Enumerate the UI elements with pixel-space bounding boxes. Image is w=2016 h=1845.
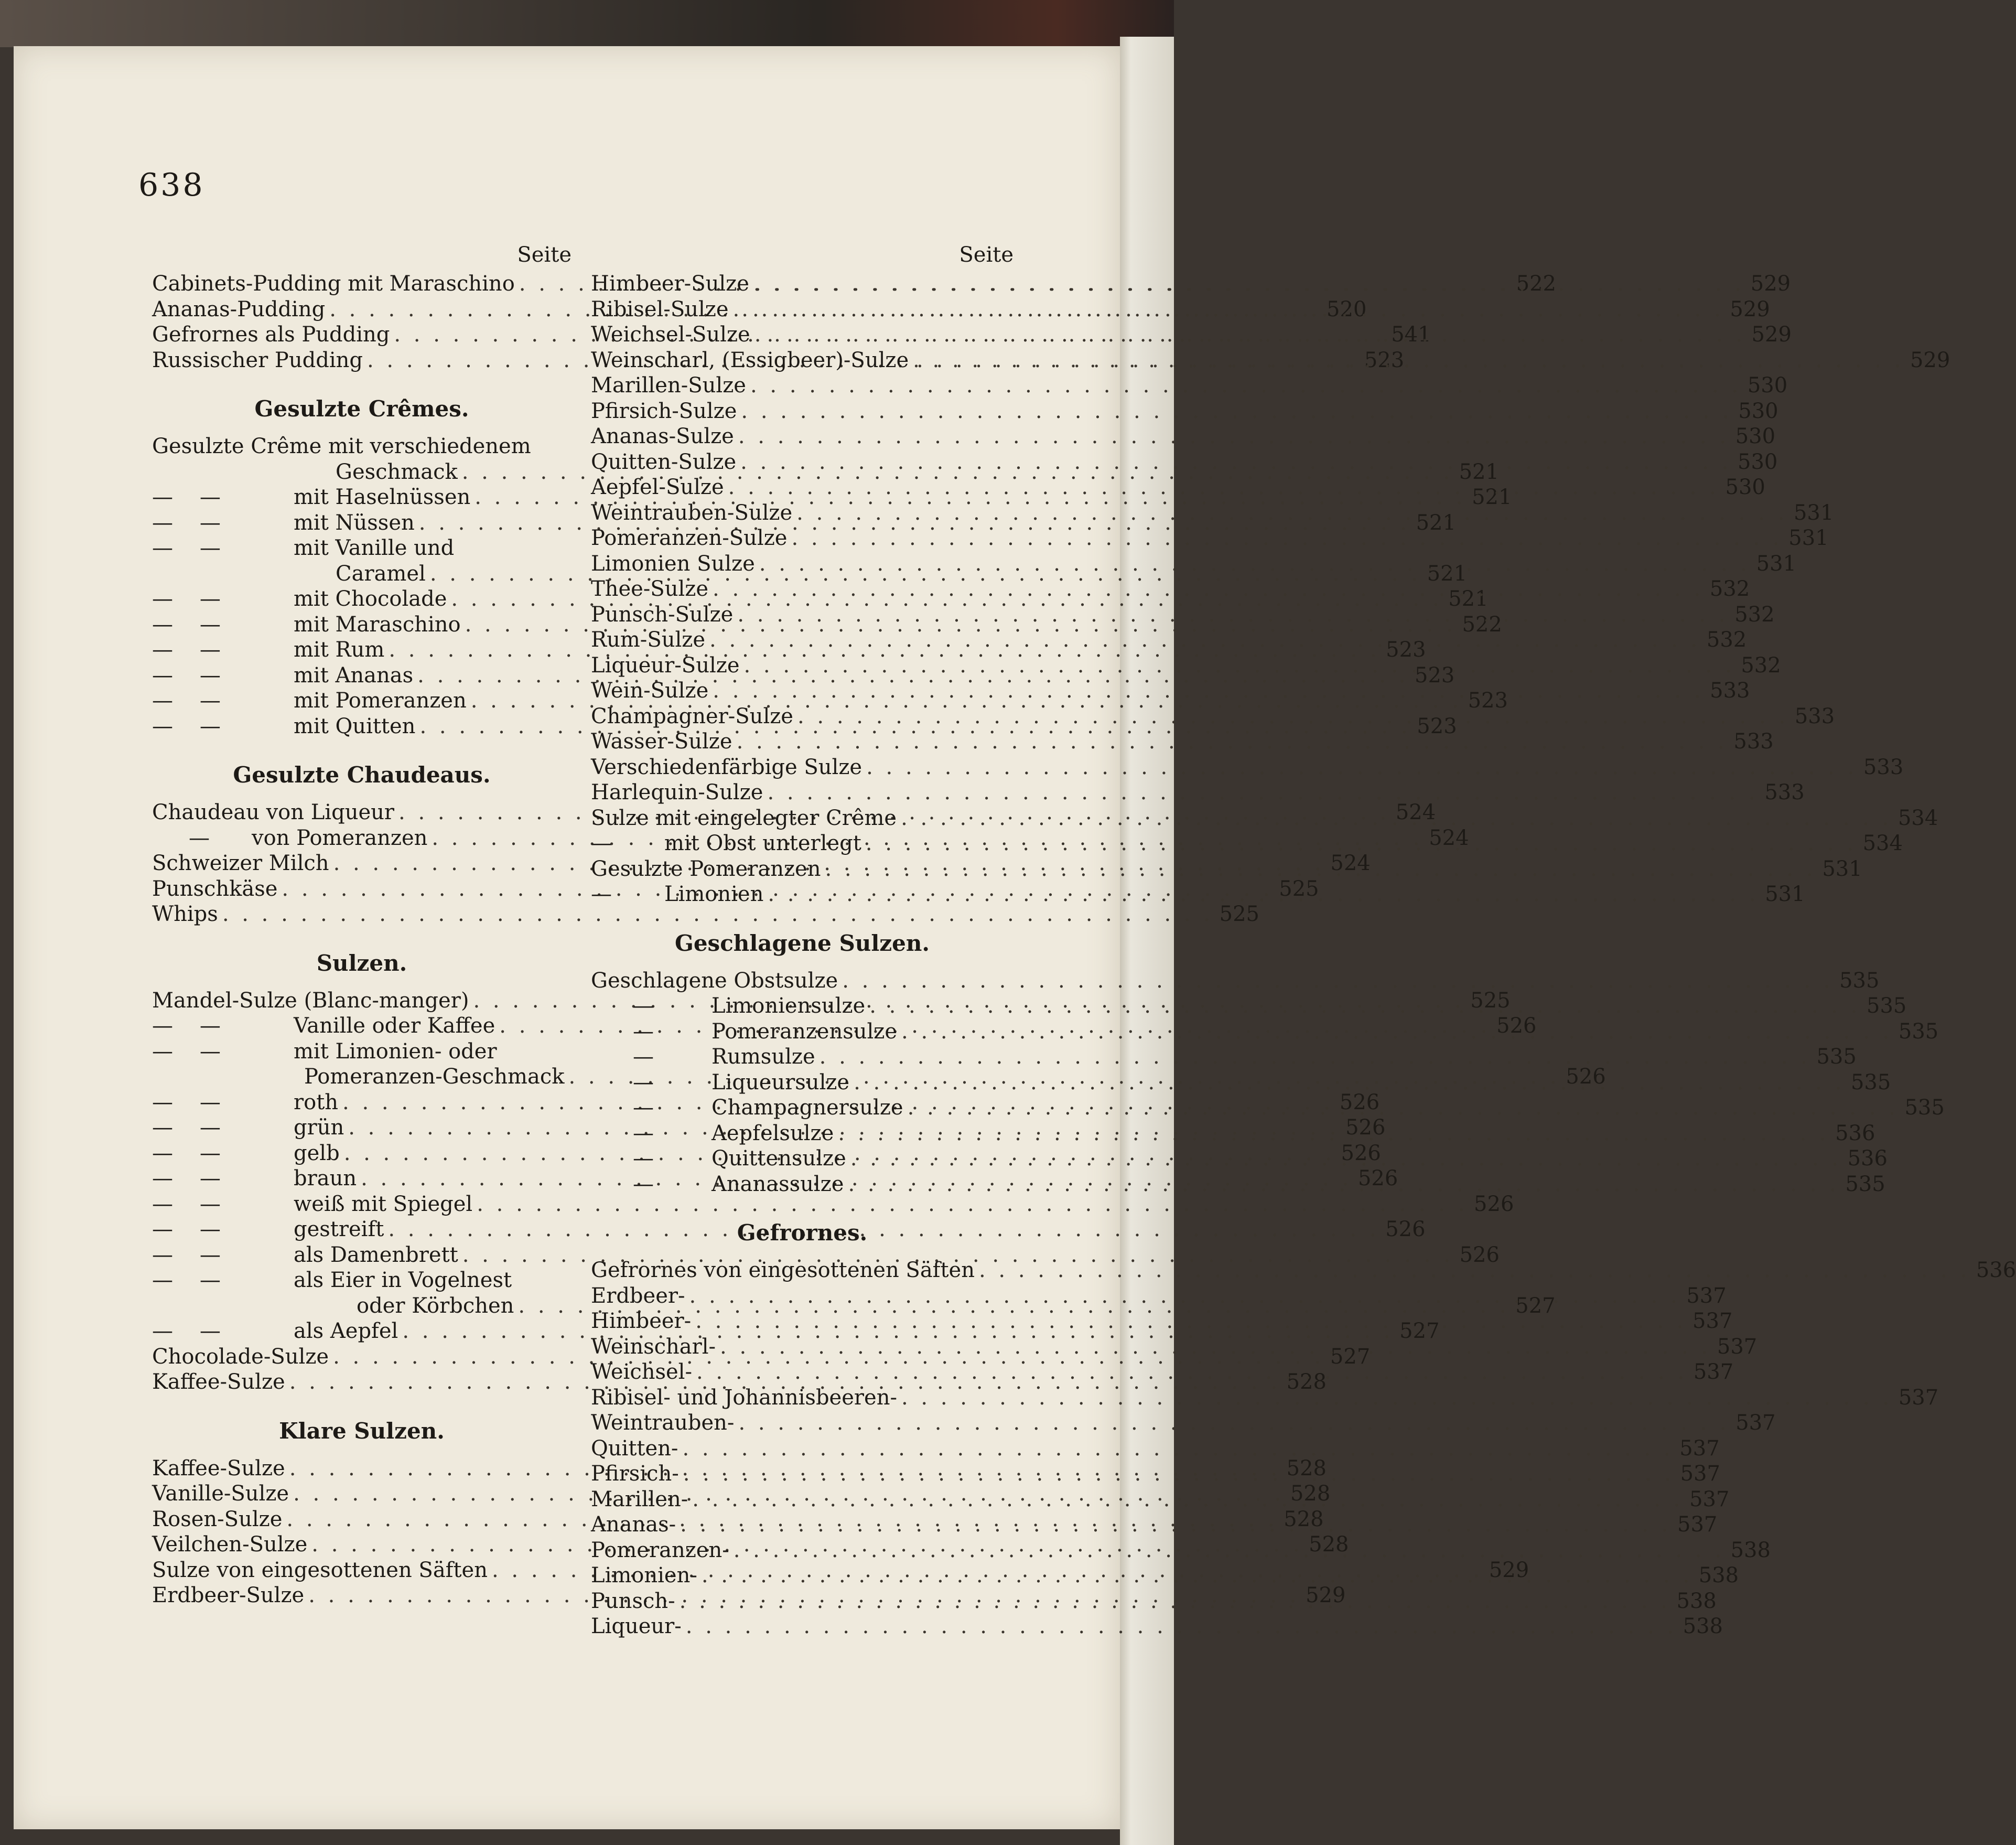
page-number: 638 [138,167,205,203]
page-reference: 537 [1898,1385,1939,1410]
page-reference: 535 [1845,1172,1885,1196]
ditto-dash: — — [152,1217,221,1241]
ditto-dash: — — [152,536,221,560]
dot-leader [825,856,1816,882]
index-entry [152,1039,572,1065]
dot-leader [737,729,1728,755]
dot-leader [820,1044,1810,1070]
ditto-dash: — — [152,587,221,611]
dot-leader [754,322,1745,348]
index-entry [591,1385,1939,1411]
dot-leader [696,1359,1687,1385]
entry-label: Marillen- [591,1487,688,1511]
dot-leader [866,831,1857,856]
dot-leader [908,1095,1899,1121]
entry-label: als Eier in Vogelnest [294,1268,512,1292]
page-reference: 538 [1698,1563,1739,1587]
page-reference: 526 [1357,1166,1398,1190]
entry-label: Verschiedenfärbige Sulze [591,755,863,779]
page-reference: 528 [1284,1507,1324,1531]
page-reference: 527 [1330,1344,1371,1369]
ditto-dash: — — [152,714,221,738]
page-reference: 523 [1415,663,1455,688]
ditto-dash: — [591,831,612,855]
section-heading: Gefrornes. [737,1220,868,1246]
index-entry [591,1258,2016,1283]
page-reference: 528 [1290,1482,1331,1506]
entry-label: Harlequin-Sulze [591,780,763,804]
ditto-dash: — — [152,689,221,713]
page-reference: 537 [1689,1487,1730,1511]
ditto-dash: — [633,1019,654,1044]
dot-leader [682,1436,1673,1462]
page-reference: 536 [1976,1258,2016,1282]
dot-leader [768,882,1759,907]
page-reference: 535 [1867,994,1907,1018]
dot-leader [692,1487,1683,1513]
page-reference: 521 [1472,485,1512,509]
entry-label: mit Limonien- oder [294,1039,497,1064]
dot-leader [854,1070,1845,1096]
page-reference: 530 [1747,373,1788,398]
entry-label: Ribisel- und Johannisbeeren- [591,1385,897,1410]
page-reference: 533 [1794,704,1835,728]
entry-label: Mandel-Sulze (Blanc-manger) [152,988,469,1013]
dot-leader [901,806,1892,831]
column-header-seite: Seite [517,243,572,267]
page-reference: 535 [1850,1070,1891,1095]
entry-label: Kaffee-Sulze [152,1370,285,1394]
entry-label: Weintrauben-Sulze [591,500,793,525]
page-reference: 526 [1345,1115,1386,1140]
page-reference: 536 [1847,1146,1888,1171]
ditto-dash: — — [152,1090,221,1114]
entry-label: Weintrauben- [591,1411,735,1435]
entry-label: Vanille oder Kaffee [294,1014,495,1038]
entry-label: Pomeranzensulze [711,1019,898,1044]
entry-label: Limonien Sulze [591,551,755,576]
entry-label: Limoniensulze [711,994,866,1018]
page-reference: 531 [1822,856,1862,881]
page-reference: 537 [1692,1309,1733,1333]
page-reference: 524 [1330,851,1371,875]
index-entry [152,434,572,459]
page-reference: 535 [1816,1045,1857,1069]
entry-label: Wein-Sulze [591,679,709,703]
dot-leader [683,1461,1674,1487]
index-entry [152,1192,1514,1217]
dot-leader [740,449,1731,475]
page-reference: 537 [1680,1462,1720,1486]
ditto-dash: — [189,825,210,850]
page-reference: 530 [1735,424,1776,448]
entry-label: Weinscharl- [591,1334,716,1359]
page-reference: 526 [1341,1141,1381,1165]
page-reference: 537 [1677,1513,1718,1537]
dot-leader [680,1512,1671,1538]
entry-label: Erdbeer-Sulze [152,1583,305,1607]
page-reference: 520 [1327,297,1367,321]
ditto-dash: — [633,1045,654,1069]
dot-leader [737,602,1728,628]
entry-label: als Aepfel [294,1319,398,1343]
entry-label: Quitten- [591,1436,678,1461]
entry-label: Thee-Sulze [591,577,709,601]
entry-label: Sulze von eingesottenen Säften [152,1558,488,1582]
entry-label: Gefrornes als Pudding [152,323,390,347]
entry-label: mit Maraschino [294,612,461,637]
entry-label: Chocolade-Sulze [152,1344,329,1369]
dot-leader [689,1283,1680,1309]
ditto-dash: — [633,1146,654,1171]
entry-label: Aepfelsulze [711,1121,834,1145]
page-reference: 537 [1735,1411,1776,1435]
entry-label: Vanille-Sulze [152,1482,289,1506]
entry-label: Pomeranzen- [591,1538,729,1562]
dot-leader [901,1385,1892,1411]
index-entry [591,1436,1720,1462]
dot-leader [733,297,1724,323]
dot-leader [686,1614,1677,1639]
ditto-dash: — [633,1121,654,1145]
entry-label: Weichsel-Sulze [591,323,750,347]
index-entry [591,399,1778,424]
dot-leader [791,525,1782,551]
entry-label: mit Rum [294,638,385,662]
page-reference: 529 [1306,1583,1346,1607]
dot-leader [741,399,1732,424]
ditto-dash: — [633,1070,654,1095]
page-reference: 530 [1738,399,1778,423]
entry-label: Weichsel- [591,1360,692,1384]
entry-label: mit Obst unterlegt [664,831,861,855]
page-reference: 521 [1427,561,1468,586]
index-entry [152,1268,572,1293]
index-entry [591,1044,1857,1070]
page-reference: 532 [1709,577,1750,601]
entry-label: Liqueur- [591,1614,682,1638]
entry-label: mit Ananas [294,663,414,688]
entry-label: Ribisel-Sulze [591,297,729,321]
index-entry [152,1242,1500,1268]
page-reference: 526 [1385,1217,1426,1241]
entry-label: weiß mit Spiegel [294,1192,473,1216]
page-reference: 525 [1279,876,1319,901]
ditto-dash: — [633,1172,654,1196]
entry-label: Punschkäse [152,876,278,901]
entry-label: gelb [294,1141,340,1165]
page-reference: 528 [1309,1532,1349,1557]
entry-label: Champagner-Sulze [591,704,793,728]
dot-leader [850,1146,1841,1172]
page-reference: 526 [1496,1014,1537,1038]
dot-leader [738,1410,1729,1436]
entry-label: Pfirsich- [591,1462,679,1486]
entry-label: roth [294,1090,339,1114]
page-reference: 535 [1904,1096,1945,1120]
entry-label: mit Quitten [294,714,416,738]
entry-label: Champagnersulze [711,1096,903,1120]
section-heading: Geschlagene Sulzen. [674,930,930,956]
page-reference: 538 [1730,1538,1771,1562]
entry-label: Limonien- [591,1563,697,1587]
entry-label: Pomeranzen-Sulze [591,526,788,550]
ditto-dash: — — [152,638,221,662]
index-entry [591,1410,1776,1436]
book-cover-edge [0,0,1174,47]
dot-leader [680,1589,1670,1614]
ditto-dash: — — [152,1242,221,1267]
index-entry [591,729,1774,755]
entry-label: Weinscharl, (Essigbeer)-Sulze [591,348,909,372]
page-reference: 535 [1839,968,1880,993]
index-entry [591,424,1776,449]
page-reference: 523 [1468,689,1508,713]
page-reference: 526 [1339,1090,1380,1114]
page-reference: 521 [1416,510,1456,535]
entry-label: Chaudeau von Liqueur [152,800,395,824]
page-reference: 536 [1835,1121,1875,1145]
dot-leader [713,678,1704,704]
column-header-seite: Seite [959,243,1014,267]
entry-label: Ananas-Pudding [152,297,326,321]
dot-leader [759,551,1750,577]
page-reference: 529 [1910,348,1950,372]
entry-label: mit Nüssen [294,510,415,535]
page-reference: 529 [1750,272,1791,296]
entry-label: Himbeer-Sulze [591,272,749,296]
page-reference: 526 [1474,1192,1514,1216]
page-reference: 531 [1756,551,1796,576]
entry-label: Punsch-Sulze [591,602,734,627]
page-reference: 530 [1725,475,1765,499]
page-reference: 528 [1286,1370,1327,1394]
page-reference: 538 [1676,1589,1717,1613]
entry-label: Gesulzte Crême mit verschiedenem [152,434,531,458]
dot-leader [979,1258,1970,1283]
page-reference: 535 [1898,1019,1939,1044]
ditto-dash: — — [152,1115,221,1140]
dot-leader [728,475,1719,500]
dot-leader [744,653,1735,679]
ditto-dash: — — [152,485,221,509]
entry-label: Russischer Pudding [152,348,363,372]
ditto-dash: — — [152,1014,221,1038]
entry-label: Marillen-Sulze [591,373,746,398]
page-reference: 522 [1462,612,1502,637]
page-reference: 537 [1693,1360,1734,1384]
entry-label: gestreift [294,1217,384,1241]
entry-label: Pfirsich-Sulze [591,399,737,423]
dot-leader [713,576,1704,602]
index-entry [591,780,1805,806]
entry-label: Whips [152,902,218,926]
page-reference: 523 [1364,348,1405,372]
entry-label: Quitten-Sulze [591,449,737,474]
page-reference: 531 [1793,500,1834,525]
page-reference: 523 [1386,638,1426,662]
entry-label: Liqueur-Sulze [591,653,740,678]
entry-label: Caramel [336,561,426,586]
entry-label: Limonien [664,882,764,906]
entry-label: mit Pomeranzen [294,689,467,713]
ditto-dash: — — [152,612,221,637]
entry-label: Ananas-Sulze [591,424,734,448]
section-heading: Klare Sulzen. [279,1418,445,1444]
ditto-dash: — — [152,1166,221,1190]
ditto-dash: — [591,882,612,906]
page-reference: 532 [1734,602,1775,627]
dot-leader [842,968,1833,994]
page-reference: 537 [1686,1283,1727,1308]
entry-label: als Damenbrett [294,1242,458,1267]
page-reference: 538 [1683,1614,1723,1638]
page-reference: 532 [1741,653,1781,678]
index-entry [152,902,1260,927]
page-reference: 531 [1765,882,1805,906]
dot-leader [869,993,1860,1019]
entry-label: Wasser-Sulze [591,730,732,754]
page-reference: 528 [1286,1456,1327,1481]
entry-label: Kaffee-Sulze [152,1456,285,1481]
page-reference: 530 [1738,449,1778,474]
entry-label: Aepfel-Sulze [591,475,724,499]
entry-label: Sulze mit eingelegter Crême [591,806,897,830]
index-entry [591,968,1880,994]
entry-label: mit Chocolade [294,587,447,611]
dot-leader [750,373,1741,399]
dot-leader [913,348,1904,373]
entry-label: grün [294,1115,344,1140]
entry-label: Ananas- [591,1513,676,1537]
dot-leader [838,1121,1829,1146]
entry-label: Ananassulze [711,1172,844,1196]
page-reference: 526 [1566,1065,1606,1089]
page-reference: 537 [1717,1334,1758,1359]
section-heading: Gesulzte Crêmes. [254,396,469,422]
dot-leader [702,1563,1692,1589]
dot-leader [796,500,1787,526]
entry-label: Geschlagene Obstsulze [591,968,838,993]
page-reference: 525 [1219,902,1260,926]
entry-label: oder Körbchen [357,1293,514,1318]
page-reference: 527 [1515,1293,1556,1318]
page-reference: 533 [1764,780,1805,804]
dot-leader [753,271,1744,297]
ditto-dash: — — [152,1319,221,1343]
entry-label: von Pomeranzen [252,825,428,850]
page-reference: 533 [1863,755,1904,779]
page-reference: 534 [1898,806,1938,830]
entry-label: Schweizer Milch [152,851,329,875]
entry-label: Pomeranzen-Geschmack [304,1065,565,1089]
page-reference: 527 [1399,1319,1440,1343]
ditto-dash: — — [152,1141,221,1165]
ditto-dash: — — [152,1039,221,1064]
dot-leader [797,704,1788,730]
page-reference: 523 [1417,714,1457,738]
page-reference: 525 [1470,988,1511,1013]
ditto-dash: — — [152,510,221,535]
index-entry [591,373,1788,399]
page-reference: 524 [1429,825,1469,850]
page-reference: 521 [1459,459,1499,484]
entry-label: Liqueursulze [711,1070,850,1095]
index-entry [591,1614,1723,1639]
page-reference: 531 [1788,526,1829,550]
entry-label: braun [294,1166,357,1190]
page-reference: 537 [1679,1436,1720,1461]
entry-label: Quittensulze [711,1146,846,1171]
page-reference: 521 [1448,587,1489,611]
page-reference: 533 [1733,730,1774,754]
page-reference: 524 [1395,800,1436,824]
page-reference: 532 [1706,628,1747,652]
dot-leader [866,755,1857,780]
page-reference: 529 [1489,1558,1529,1582]
page-reference: 533 [1710,679,1750,703]
page-reference: 526 [1459,1242,1500,1267]
page-reference: 534 [1862,831,1903,855]
dot-leader [720,1334,1711,1360]
ditto-dash: — [633,994,654,1018]
dot-leader [738,424,1729,449]
index-entry [591,755,1904,780]
entry-label: Gesulzte Pomeranzen [591,856,821,881]
page-reference: 529 [1751,323,1792,347]
entry-label: mit Haselnüssen [294,485,471,509]
page-reference: 522 [1516,272,1556,296]
ditto-dash: — [633,1096,654,1120]
index-entry [591,525,1829,551]
entry-label: Punsch- [591,1589,675,1613]
dot-leader [901,1019,1892,1045]
page-reference: 541 [1391,323,1431,347]
dot-leader [767,780,1758,806]
index-entry [152,535,572,561]
entry-label: Erdbeer- [591,1283,685,1308]
entry-label: Veilchen-Sulze [152,1532,308,1557]
dot-leader [709,627,1700,653]
section-heading: Sulzen. [316,950,407,976]
entry-label: mit Vanille und [294,536,455,560]
entry-label: Geschmack [336,459,458,484]
ditto-dash: — — [152,1268,221,1292]
ditto-dash: — — [152,1192,221,1216]
section-heading: Gesulzte Chaudeaus. [233,762,491,788]
dot-leader [695,1308,1686,1334]
entry-label: Cabinets-Pudding mit Maraschino [152,272,515,296]
entry-label: Gefrornes von eingesottenen Säften [591,1258,975,1282]
dot-leader [734,1538,1724,1563]
entry-label: Rum-Sulze [591,628,706,652]
page-reference: 529 [1730,297,1770,321]
ditto-dash: — — [152,663,221,688]
entry-label: Rosen-Sulze [152,1507,283,1531]
entry-label: Himbeer- [591,1309,692,1333]
dot-leader [848,1172,1839,1197]
entry-label: Rumsulze [711,1045,815,1069]
